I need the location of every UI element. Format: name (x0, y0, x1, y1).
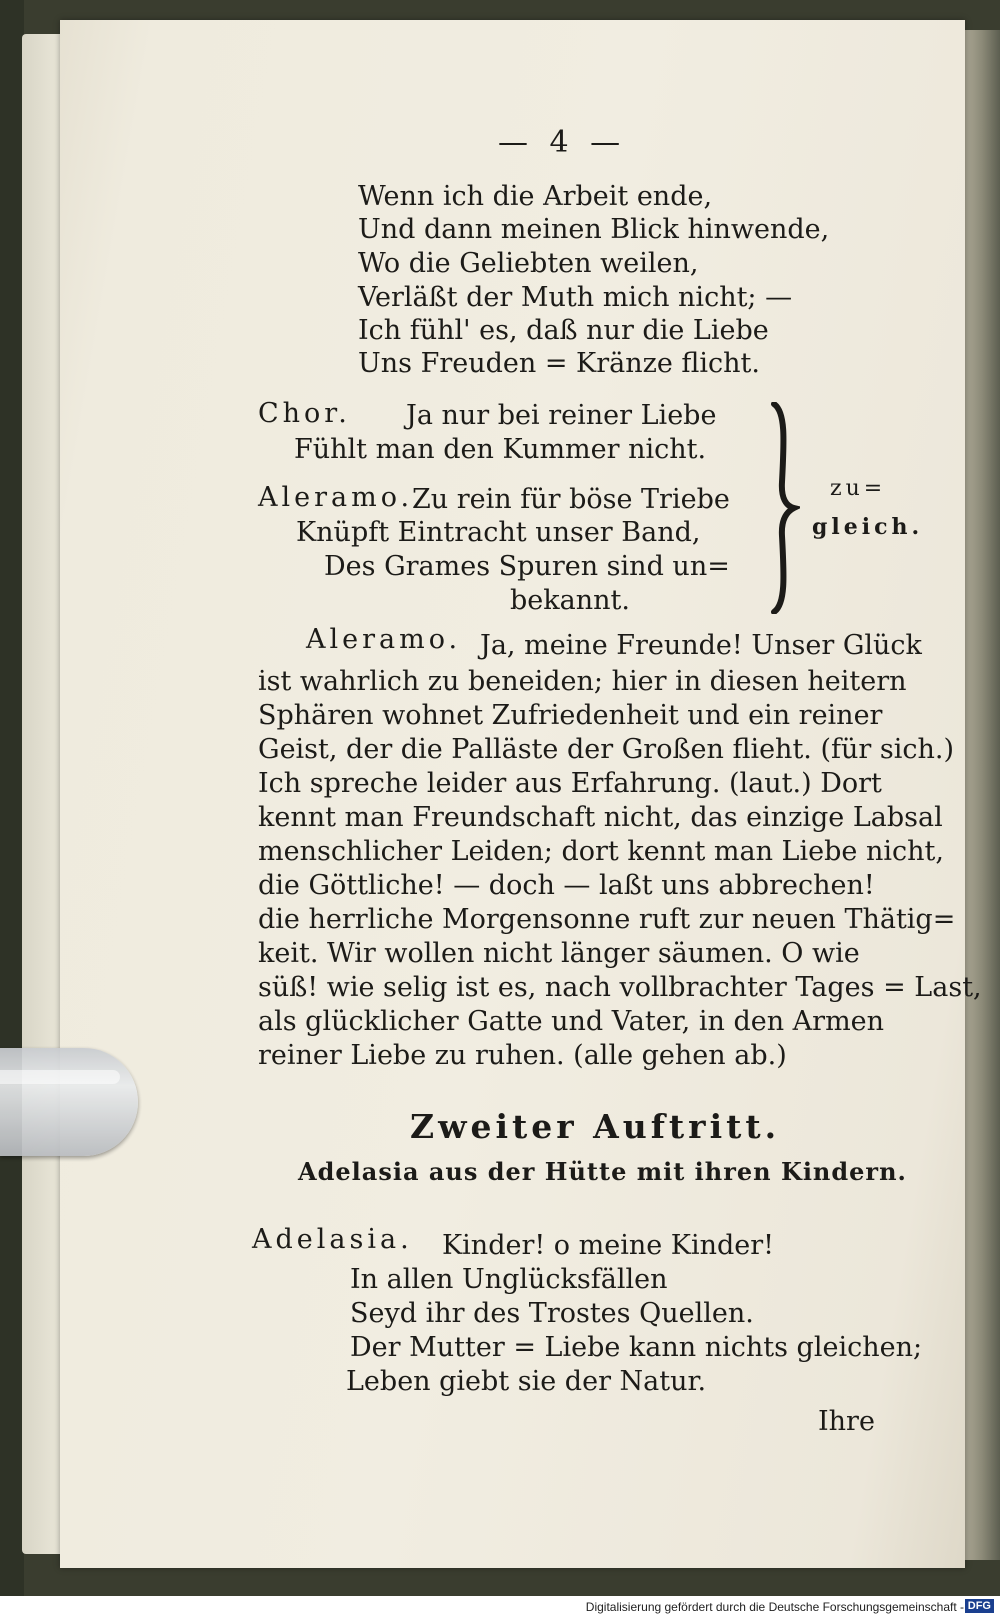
adelasia-line: Leben giebt sie der Natur. (346, 1366, 707, 1397)
paper-clip (0, 1048, 138, 1156)
aleramo-line: Knüpft Eintracht unser Band, (296, 517, 701, 548)
prose-line: die herrliche Morgensonne ruft zur neuen Thätig= (258, 904, 956, 935)
verse-line: Ich fühl' es, daß nur die Liebe (358, 315, 769, 346)
catchword: Ihre (818, 1406, 875, 1437)
zugleich-label: zu= (830, 476, 887, 501)
aleramo-line: Des Grames Spuren sind un= (324, 551, 730, 582)
verse-line: Uns Freuden = Kränze flicht. (358, 348, 760, 379)
verse-line: Verläßt der Muth mich nicht; — (358, 282, 793, 313)
prose-line: ist wahrlich zu beneiden; hier in diesen heitern (258, 666, 907, 697)
footer-credit: Digitalisierung gefördert durch die Deutsche Forschungsgemeinschaft - (585, 1600, 964, 1614)
verse-line: Wo die Geliebten weilen, (358, 248, 699, 279)
aleramo-line: bekannt. (510, 585, 630, 616)
prose-line: als glücklicher Gatte und Vater, in den Armen (258, 1006, 885, 1037)
adelasia-line: In allen Unglücksfällen (350, 1264, 668, 1295)
prose-line: kennt man Freundschaft nicht, das einzige Labsal (258, 802, 943, 833)
scene-title: Zweiter Auftritt. (410, 1107, 781, 1146)
speaker-aleramo-prose: Aleramo. (306, 624, 462, 655)
speaker-aleramo: Aleramo. (258, 482, 414, 513)
prose-line: keit. Wir wollen nicht länger säumen. O wie (258, 938, 860, 969)
aleramo-line: Zu rein für böse Triebe (412, 484, 730, 515)
scan-background-edge (0, 0, 24, 1621)
stage-direction: Adelasia aus der Hütte mit ihren Kindern. (298, 1157, 907, 1186)
prose-line: Sphären wohnet Zufriedenheit und ein reiner (258, 700, 883, 731)
paper-clip-highlight (0, 1070, 120, 1084)
adelasia-line: Kinder! o meine Kinder! (442, 1230, 775, 1261)
adelasia-line: Seyd ihr des Trostes Quellen. (350, 1298, 754, 1329)
prose-line: Ja, meine Freunde! Unser Glück (480, 630, 922, 661)
dfg-logo: DFG (965, 1599, 994, 1613)
adelasia-line: Der Mutter = Liebe kann nichts gleichen; (350, 1332, 923, 1363)
prose-line: Geist, der die Palläste der Großen flieht. (für sich.) (258, 734, 954, 765)
verse-line: Und dann meinen Blick hinwende, (358, 214, 830, 245)
curly-brace-icon (770, 402, 800, 614)
verse-line: Wenn ich die Arbeit ende, (358, 181, 713, 212)
prose-line: Ich spreche leider aus Erfahrung. (laut.) Dort (258, 768, 882, 799)
prose-line: süß! wie selig ist es, nach vollbrachter Tages = Last, (258, 972, 982, 1003)
speaker-adelasia: Adelasia. (252, 1224, 413, 1255)
speaker-chor: Chor. (258, 398, 351, 429)
prose-line: reiner Liebe zu ruhen. (alle gehen ab.) (258, 1040, 787, 1071)
zugleich-label: gleich. (812, 514, 924, 540)
chor-line: Ja nur bei reiner Liebe (406, 400, 717, 431)
prose-line: menschlicher Leiden; dort kennt man Liebe nicht, (258, 836, 944, 867)
prose-line: die Göttliche! — doch — laßt uns abbrechen! (258, 870, 875, 901)
chor-line: Fühlt man den Kummer nicht. (294, 434, 707, 465)
page-number: — 4 — (498, 125, 627, 160)
